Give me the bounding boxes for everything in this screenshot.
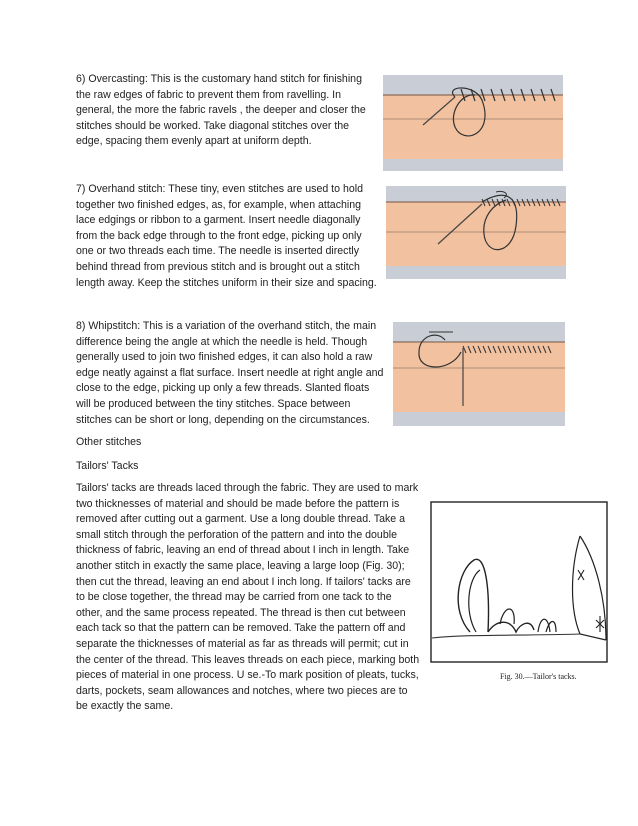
heading-other-stitches: Other stitches: [76, 436, 142, 448]
paragraph-overcasting: [76, 72, 366, 150]
text-line: 7) Overhand stitch: These tiny, even stitches are used to hold: [76, 183, 363, 195]
text-line: together two finished edges, as, for example, when attaching: [76, 198, 362, 211]
text-line: general, the more the fabric ravels , the deeper and closer the: [76, 104, 366, 117]
text-line: Tailors' tacks are threads laced through the fabric. They are used to mark: [76, 482, 419, 494]
paragraph-overhand-stitch: [76, 182, 377, 291]
text-line: pieces of material in one process. U se.-To mark position of pleats, tucks,: [76, 669, 419, 682]
text-line: small stitch through the perforation of the pattern and into the double: [76, 528, 397, 541]
text-line: each tack so that the pattern can be removed. Take the pattern off and: [76, 622, 406, 635]
text-line: close to the edge, picking up only a few threads. Slanted floats: [76, 382, 370, 395]
tailors-tacks-figure: [430, 500, 622, 686]
text-line: removed after cutting out a garment. Use a long double thread. Take a: [76, 513, 406, 526]
text-line: thickness of fabric, leaving an end of thread about I inch in length. Take: [76, 544, 410, 557]
text-line: another stitch in exactly the same place, leaving a large loop (Fig. 30);: [76, 559, 405, 572]
text-line: stitches should be worked. Take diagonal stitches over the: [76, 119, 350, 132]
text-line: darts, pockets, seam allowances and notches, where two pieces are to: [76, 684, 408, 697]
overhand-stitch-illustration: [386, 186, 566, 279]
text-line: to be close together, the thread may be carried from one tack to the: [76, 591, 392, 604]
text-line: two thicknesses of material and should be made before the pattern is: [76, 497, 400, 510]
text-line: edge, spacing them evenly apart at uniform depth.: [76, 135, 312, 148]
text-line: behind thread from previous stitch and is brought out a stitch: [76, 260, 360, 273]
text-line: 6) Overcasting: This is the customary hand stitch for finishing: [76, 73, 362, 85]
text-line: the raw edges of fabric to prevent them from ravelling. In: [76, 88, 341, 101]
paragraph-whipstitch: [76, 319, 383, 428]
text-line: lace edgings or ribbon to a garment. Insert needle diagonally: [76, 214, 361, 227]
text-line: other, and the same process repeated. The thread is then cut between: [76, 606, 406, 619]
whipstitch-illustration: [393, 322, 565, 426]
text-line: be exactly the same.: [76, 700, 174, 713]
overcasting-illustration: [383, 75, 563, 171]
text-line: will be produced between the tiny stitches. Space between: [76, 397, 351, 410]
text-line: generally used to join two finished edges, it can also hold a raw: [76, 351, 373, 364]
text-line: stitches can be short or long, depending on the circumstances.: [76, 413, 370, 426]
text-line: then cut the thread, leaving an end about I inch long. If tailors' tacks are: [76, 575, 411, 588]
text-line: one or two threads each time. The needle is inserted directly: [76, 245, 360, 258]
text-line: difference being the angle at which the needle is held. Though: [76, 335, 368, 348]
text-line: 8) Whipstitch: This is a variation of the overhand stitch, the main: [76, 320, 377, 332]
text-line: the center of the thread. This leaves threads on each piece, marking both: [76, 653, 420, 666]
text-line: separate the thicknesses of material as far as threads will permit; cut in: [76, 637, 409, 650]
text-line: from the back edge through to the front edge, picking up only: [76, 229, 362, 242]
paragraph-tailors-tacks: [76, 481, 419, 715]
heading-tailors-tacks: Tailors' Tacks: [76, 460, 139, 472]
text-line: edge neatly against a flat surface. Insert needle at right angle and: [76, 366, 384, 379]
figure-caption: Fig. 30.—Tailor's tacks.: [500, 672, 577, 681]
text-line: length away. Keep the stitches uniform in their size and spacing.: [76, 276, 377, 289]
